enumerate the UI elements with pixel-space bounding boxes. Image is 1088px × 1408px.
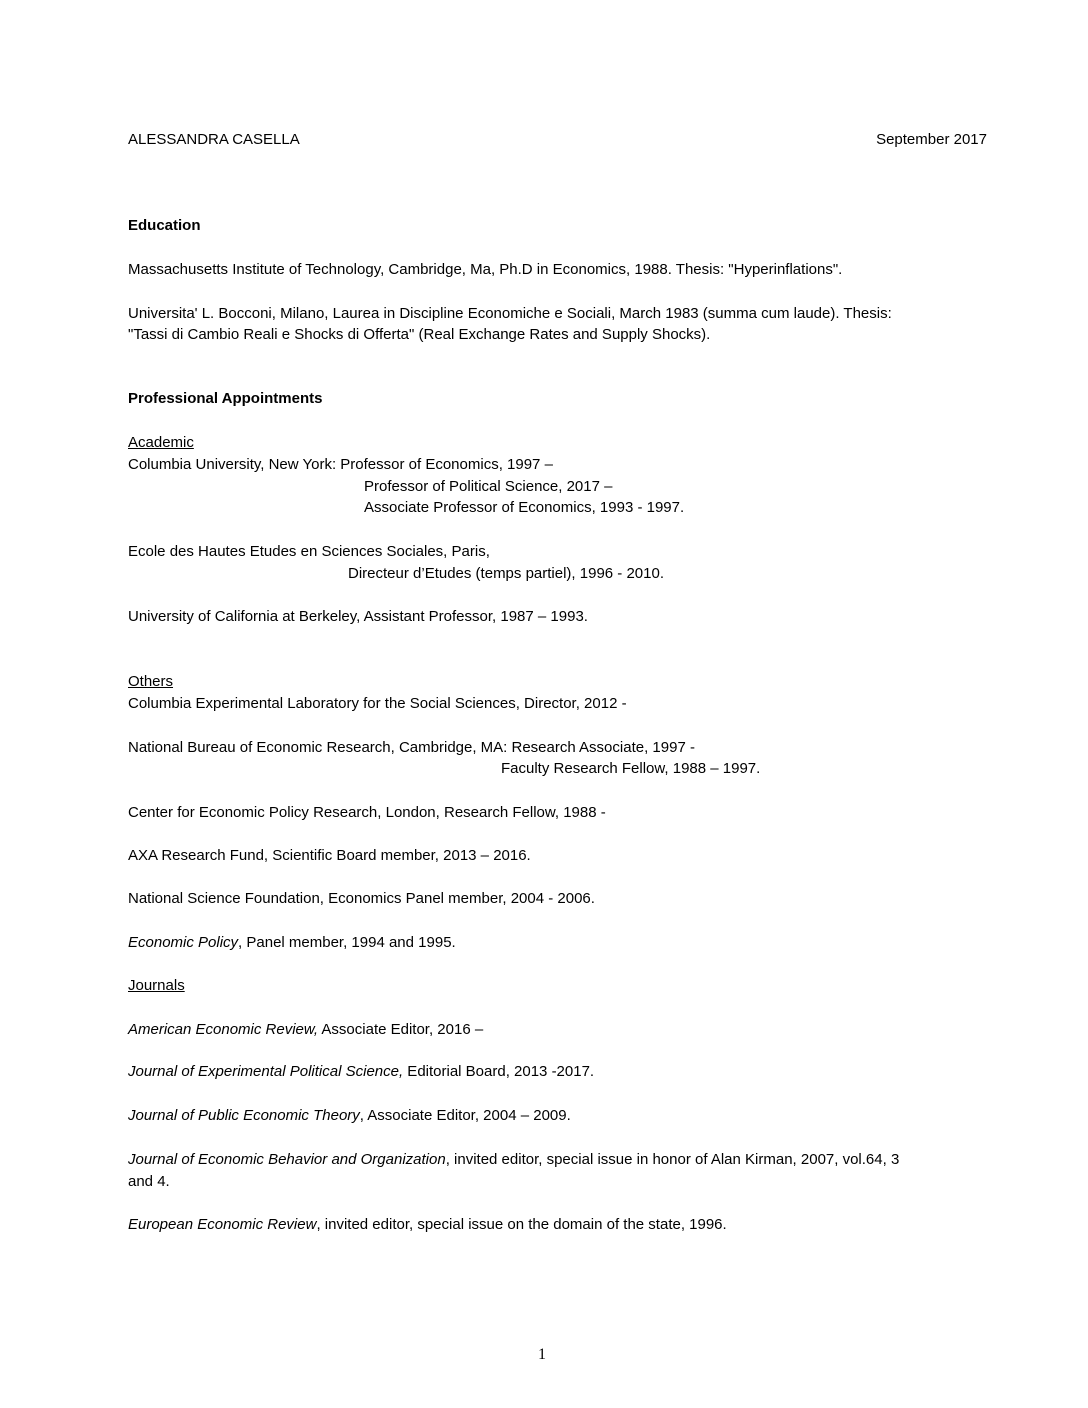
jebo-title: Journal of Economic Behavior and Organization <box>128 1151 446 1168</box>
jebo-line1 <box>128 1151 899 1169</box>
nber-line2: Faculty Research Fellow, 1988 – 1997. <box>501 760 761 777</box>
columbia-line1: Columbia University, New York: Professor of Economics, 1997 – <box>128 456 553 473</box>
jpet-title: Journal of Public Economic Theory <box>128 1107 360 1124</box>
author-name: ALESSANDRA CASELLA <box>128 131 300 148</box>
economic-policy-line <box>128 934 456 952</box>
eer-detail: , invited editor, special issue on the domain of the state, 1996. <box>316 1216 727 1233</box>
jebo-detail: , invited editor, special issue in honor of Alan Kirman, 2007, vol.64, 3 <box>445 1151 900 1168</box>
aer-title: American Economic Review, <box>128 1021 319 1038</box>
appointments-heading: Professional Appointments <box>128 390 323 407</box>
ehess-line2: Directeur d’Etudes (temps partiel), 1996 - 2010. <box>348 565 664 582</box>
others-subheading: Others <box>128 673 174 690</box>
education-heading: Education <box>128 217 201 234</box>
jpet-line <box>128 1107 571 1125</box>
journals-subheading: Journals <box>128 977 185 994</box>
cepr-line: Center for Economic Policy Research, London, Research Fellow, 1988 - <box>128 804 606 821</box>
eer-title: European Economic Review <box>128 1216 317 1233</box>
jeps-detail: Editorial Board, 2013 -2017. <box>403 1063 595 1080</box>
jebo-line2: and 4. <box>128 1173 170 1190</box>
ehess-line1: Ecole des Hautes Etudes en Sciences Sociales, Paris, <box>128 543 490 560</box>
aer-line <box>128 1021 483 1039</box>
jpet-detail: , Associate Editor, 2004 – 2009. <box>359 1107 571 1124</box>
columbia-line3: Associate Professor of Economics, 1993 - 1997. <box>364 499 685 516</box>
eer-line <box>128 1216 727 1234</box>
document-date: September 2017 <box>876 131 987 148</box>
columbia-line2: Professor of Political Science, 2017 – <box>364 478 613 495</box>
academic-subheading: Academic <box>128 434 194 451</box>
axa-line: AXA Research Fund, Scientific Board member, 2013 – 2016. <box>128 847 531 864</box>
nber-line1: National Bureau of Economic Research, Cambridge, MA: Research Associate, 1997 - <box>128 739 695 756</box>
page-number: 1 <box>538 1346 546 1363</box>
nsf-line: National Science Foundation, Economics Panel member, 2004 - 2006. <box>128 890 595 907</box>
education-bocconi-line2: "Tassi di Cambio Reali e Shocks di Offerta" (Real Exchange Rates and Supply Shocks). <box>128 326 711 343</box>
economic-policy-detail: , Panel member, 1994 and 1995. <box>238 934 456 951</box>
berkeley-line: University of California at Berkeley, Assistant Professor, 1987 – 1993. <box>128 608 588 625</box>
jeps-line <box>128 1063 594 1081</box>
education-bocconi-line1: Universita' L. Bocconi, Milano, Laurea in Discipline Economiche e Sociali, March 1983 (summa cum laude). Thesis: <box>128 305 892 322</box>
economic-policy-title: Economic Policy <box>128 934 239 951</box>
jeps-title: Journal of Experimental Political Science, <box>128 1063 404 1080</box>
aer-detail: Associate Editor, 2016 – <box>318 1021 484 1038</box>
celss-line: Columbia Experimental Laboratory for the Social Sciences, Director, 2012 - <box>128 695 627 712</box>
education-mit: Massachusetts Institute of Technology, Cambridge, Ma, Ph.D in Economics, 1988. Thesis: "Hyperinflations". <box>128 261 843 278</box>
